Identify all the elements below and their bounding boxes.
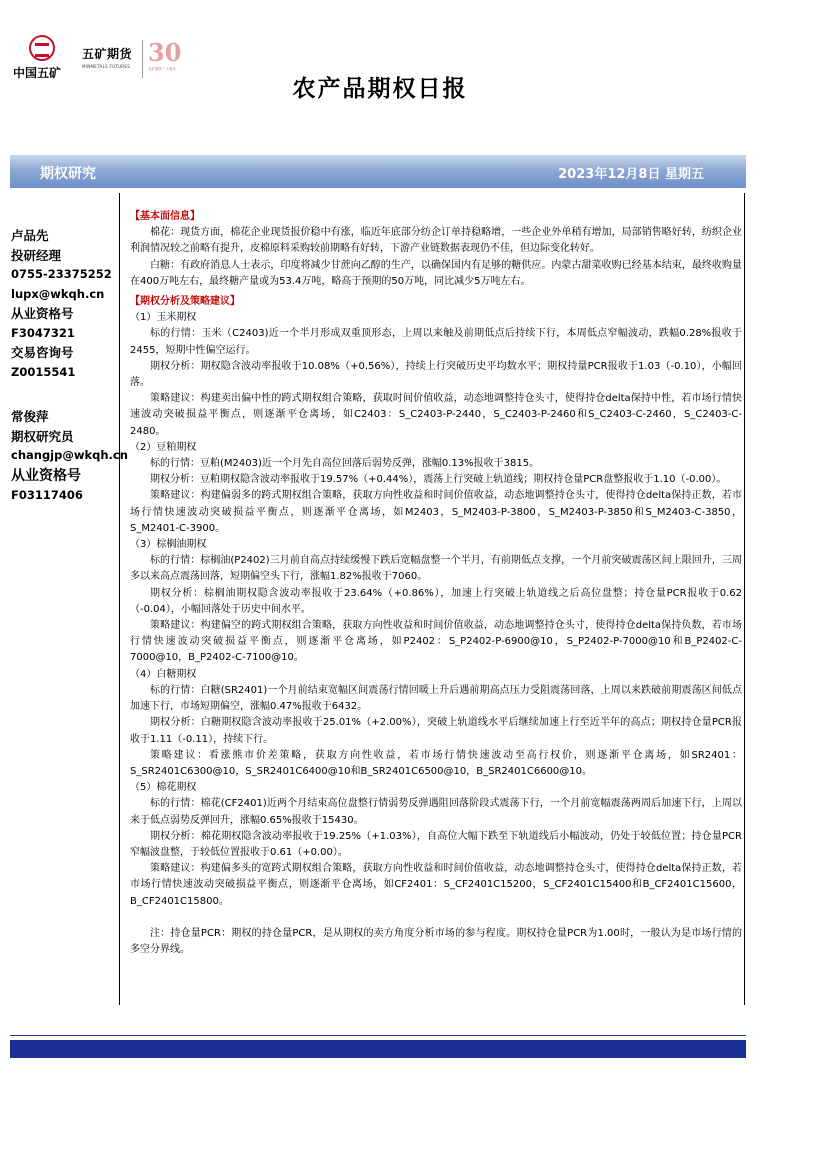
cotton-market: 标的行情：棉花(CF2401)近两个月结束高位盘整行情弱势反弹遇阻回落阶段式震荡下行，一个月前宽幅震荡两周后加速下行，上周以来于低点弱势反弹回升，涨幅0.65%报收于15430。 [130, 798, 742, 826]
cotton-strategy: 策略建议：构建偏多头的宽跨式期权组合策略，获取方向性收益和时间价值收益，动态地调整持仓头寸，使得持仓delta保持正数，若市场行情快速波动突破损益平衡点，则逐渐平仓离场，如CF2401：S_CF2401C15200，S_CF2401C15400和B_CF2401C15600，B_CF2401C15800。 [130, 863, 742, 907]
sugar-market: 标的行情：白糖(SR2401)一个月前结束宽幅区间震荡行情回暖上升后遇前期高点压力受阻震荡回落，上周以来跌破前期震荡区间低点加速下行，市场短期偏空，涨幅0.47%报收于6432。 [130, 684, 742, 713]
corn-strategy: 策略建议：构建卖出偏中性的跨式期权组合策略，获取时间价值收益，动态地调整持仓头寸，使得持仓delta保持中性，若市场行情快速波动突破损益平衡点，则逐渐平仓离场，如C2403：S_C2403-P-2440，S_C2403-P-2460和S_C2403-C-2460，S_C2403-C-2480。 [130, 393, 742, 437]
sugar-strategy: 策略建议：看涨熊市价差策略，获取方向性收益，若市场行情快速波动至高行权价，则逐渐平仓离场，如SR2401：S_SR2401C6300@10，S_SR2401C6400@10和B_SR2401C6500@10，B_SR2401C6600@10。 [130, 749, 742, 777]
report-content [119, 193, 745, 1005]
fundamentals-heading: 【基本面信息】 [130, 211, 200, 222]
sugar-option-analysis: 期权分析：白糖期权隐含波动率报收于25.01%（+2.00%），突破上轨道线水平后继续加速上行至近半年的高点；期权持仓量PCR报收于1.11（-0.11），持续下行。 [130, 717, 742, 745]
author-sidebar [11, 193, 128, 1005]
author1-consult-label: 交易咨询号 [11, 345, 74, 360]
banner-date: 2023年12月8日 星期五 [558, 167, 704, 182]
author2-name: 常俊萍 [11, 409, 49, 424]
corn-market: 标的行情：玉米（C2403)近一个半月形成双重顶形态，上周以来触及前期低点后持续下行，本周低点窄幅波动，跌幅0.28%报收于2455，短期中性偏空运行。 [130, 328, 742, 356]
section-banner [10, 155, 746, 188]
minmetals-futures-logo-cn: 五矿期货 [82, 47, 133, 61]
pcr-note: 注：持仓量PCR：期权的持仓量PCR，是从期权的卖方角度分析市场的参与程度。期权持仓量PCR为1.00时，一般认为是市场行情的多空分界线。 [130, 927, 742, 955]
corn-option-analysis: 期权分析：期权隐含波动率报收于10.08%（+0.56%），持续上行突破历史平均数水平；期权持量PCR报收于1.03（-0.10），小幅回落。 [130, 360, 742, 389]
author2-email[interactable]: changjp@wkqh.cn [11, 448, 128, 462]
footer-bar [10, 1040, 746, 1058]
banner-category: 期权研究 [40, 166, 96, 182]
anniversary-subtitle: 五矿期货三十周年 [148, 67, 176, 71]
strategy-heading: 【期权分析及策略建议】 [130, 296, 240, 308]
anniversary-number: 30 [148, 38, 182, 67]
cotton-heading: （5）棉花期权 [130, 782, 197, 794]
sugar-heading: （4）白糖期权 [130, 668, 197, 680]
palm-oil-market: 标的行情：棕榈油(P2402)三月前自高点持续缓慢下跌后宽幅盘整一个半月，有前期低点支撑，一个月前突破震荡区间上限回升，三周多以来高点震荡回落，短期偏空头下行，涨幅1.82%报收于7060。 [130, 555, 742, 583]
author1-title: 投研经理 [11, 247, 62, 263]
palm-oil-heading: （3）棕榈油期权 [130, 539, 207, 551]
palm-oil-strategy: 策略建议：构建偏空的跨式期权组合策略，获取方向性收益和时间价值收益，动态地调整持仓头寸，使得持仓delta保持负数，若市场行情快速波动突破损益平衡点，则逐渐平仓离场，如P2402：S_P2402-P-6900@10，S_P2402-P-7000@10和B_P2402-C-7000@10，B_P2402-C-7100@10。 [130, 620, 742, 664]
cotton-fundamentals: 棉花：现货方面，棉花企业现货报价稳中有涨，临近年底部分纺企订单持稳略增，一些企业外单稍有增加，局部销售略好转，纺织企业利润情况较之前略有提升，皮棉原料采购较前期略有好转，下游产业链数据表现仍不佳，但边际变化转好。 [130, 227, 742, 255]
palm-oil-option-analysis: 期权分析：棕榈油期权隐含波动率报收于23.64%（+0.86%），加速上行突破上轨道线之后高位盘整；持仓量PCR报收于0.62（-0.04），小幅回落处于历史中间水平。 [130, 587, 742, 615]
minmetals-futures-logo-en: MINMETALS FUTURES [82, 64, 131, 69]
author2-cert: F03117406 [11, 487, 83, 502]
soymeal-heading: （2）豆粕期权 [130, 441, 197, 453]
author2-title: 期权研究员 [11, 428, 74, 444]
author1-cert: F3047321 [11, 325, 75, 340]
author1-consult: Z0015541 [11, 364, 76, 379]
author2-cert-label: 从业资格号 [11, 467, 81, 484]
minmetals-emblem-icon [29, 35, 55, 61]
author1-phone: 0755-23375252 [11, 267, 112, 281]
footer-line [10, 1035, 746, 1036]
minmetals-futures-logo [82, 45, 132, 69]
report-title: 农产品期权日报 [292, 75, 468, 102]
soymeal-option-analysis: 期权分析：豆粕期权隐含波动率报收于19.57%（+0.44%），震荡上行突破上轨道线；期权持仓量PCR盘整报收于1.10（-0.00）。 [150, 474, 727, 486]
soymeal-market: 标的行情：豆粕(M2403)近一个月先自高位回落后弱势反弹，涨幅0.13%报收于3815。 [150, 458, 540, 470]
author1-cert-label: 从业资格号 [11, 306, 74, 321]
author1-email[interactable]: lupx@wkqh.cn [11, 286, 105, 301]
china-minmetals-logo-text: 中国五矿 [13, 66, 62, 80]
author1-name: 卢品先 [11, 228, 49, 243]
sugar-fundamentals: 白糖：有政府消息人士表示，印度将减少甘蔗向乙醇的生产，以确保国内有足够的糖供应。内蒙古甜菜收购已经基本结束，最终收购量在400万吨左右，最终糖产量或为53.4万吨，略高于预期的50万吨，同比减少5万吨左右。 [130, 259, 742, 287]
soymeal-strategy: 策略建议：构建偏弱多的跨式期权组合策略，获取方向性收益和时间价值收益，动态地调整持仓头寸，使得持仓delta保持正数，若市场行情快速波动突破损益平衡点，则逐渐平仓离场，如M2403，S_M2403-P-3800，S_M2403-P-3850和S_M2403-C-3850，S_M2401-C-3900。 [130, 490, 742, 534]
corn-heading: （1）玉米期权 [130, 312, 197, 324]
cotton-option-analysis: 期权分析：棉花期权隐含波动率报收于19.25%（+1.03%），自高位大幅下跌至下轨道线后小幅波动，仍处于较低位置；持仓量PCR窄幅波盘整，于较低位置报收于0.61（+0.00）。 [130, 830, 742, 858]
